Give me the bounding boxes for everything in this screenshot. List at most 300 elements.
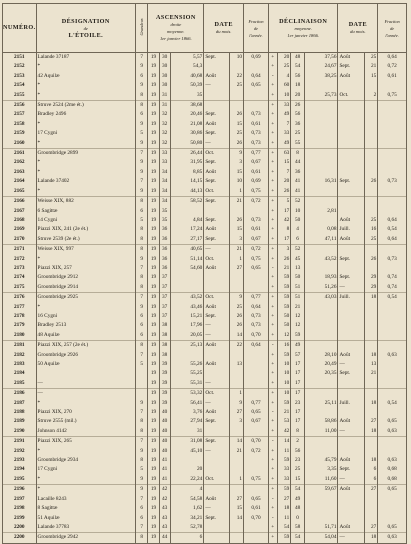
dec-degrees: 53 — [277, 417, 291, 426]
ra-day — [230, 427, 244, 437]
dec-month — [338, 245, 364, 255]
ra-hours: 19 — [148, 235, 159, 245]
dec-fraction: 0,63 — [378, 427, 407, 437]
star-magnitude: 7 — [135, 523, 147, 533]
dec-sign: + — [268, 62, 277, 71]
dec-degrees: 11 — [277, 514, 291, 523]
star-name: 17 Cygni — [36, 465, 135, 474]
ra-hours: 19 — [148, 303, 159, 312]
dec-fraction: 0,65 — [378, 523, 407, 533]
header-grandeur — [135, 4, 147, 53]
ra-minutes: 43 — [159, 523, 170, 533]
dec-fraction — [378, 149, 407, 159]
table-row — [3, 110, 407, 119]
ra-fraction: 0,70 — [244, 514, 269, 523]
row-number: 2173 — [3, 264, 37, 273]
dec-degrees: 59 — [277, 293, 291, 303]
ra-fraction: 0,70 — [244, 437, 269, 447]
ra-seconds: 4 — [170, 485, 204, 495]
ra-hours: 19 — [148, 110, 159, 119]
ra-month: — — [204, 399, 230, 408]
dec-day: 27 — [364, 523, 378, 533]
ra-minutes: 37 — [159, 312, 170, 321]
ra-hours: 19 — [148, 437, 159, 447]
dec-minutes: 55 — [291, 139, 305, 149]
dec-sign: + — [268, 331, 277, 341]
ra-month: Sept. — [204, 417, 230, 426]
ra-month: Août — [204, 360, 230, 369]
ra-month: — — [204, 379, 230, 389]
dec-fraction: 0,73 — [378, 177, 407, 186]
ra-minutes: 42 — [159, 485, 170, 495]
ra-fraction — [244, 369, 269, 378]
table-row — [3, 207, 407, 216]
ra-seconds: 8,85 — [170, 168, 204, 177]
dec-day: 25 — [364, 235, 378, 245]
dec-month — [338, 331, 364, 341]
star-magnitude: 9 — [135, 168, 147, 177]
dec-degrees: 26 — [277, 255, 291, 264]
ra-minutes: 44 — [159, 533, 170, 543]
ra-fraction: 0,77 — [244, 293, 269, 303]
ra-day — [230, 523, 244, 533]
dec-sign: + — [268, 389, 277, 399]
ra-month: Sept. — [204, 312, 230, 321]
ra-hours: 19 — [148, 408, 159, 417]
header-date — [204, 4, 244, 53]
dec-degrees: 27 — [277, 495, 291, 504]
ra-seconds: 52,78 — [170, 523, 204, 533]
dec-month: Juill. — [338, 293, 364, 303]
dec-seconds: 3,35 — [304, 465, 338, 474]
star-name: 17 Cygni — [36, 129, 135, 138]
ra-minutes: 30 — [159, 62, 170, 71]
dec-seconds: 11,60 — [304, 475, 338, 485]
dec-seconds — [304, 331, 338, 341]
dec-fraction — [378, 514, 407, 523]
dec-fraction — [378, 369, 407, 378]
dec-month — [338, 101, 364, 111]
ra-seconds: 5,57 — [170, 53, 204, 63]
dec-seconds — [304, 158, 338, 167]
dec-degrees: 4 — [277, 72, 291, 81]
dec-seconds: 43,03 — [304, 293, 338, 303]
dec-fraction — [378, 321, 407, 330]
dec-month: Sept. — [338, 177, 364, 186]
dec-minutes: 25 — [291, 129, 305, 138]
dec-seconds — [304, 321, 338, 330]
dec-degrees: 59 — [277, 533, 291, 543]
ra-seconds: 25,13 — [170, 341, 204, 351]
dec-minutes: 17 — [291, 389, 305, 399]
star-name: Piazzi XIX, 257 (2e ét.) — [36, 341, 135, 351]
dec-sign: + — [268, 417, 277, 426]
ra-minutes: 38 — [159, 351, 170, 360]
row-number: 2189 — [3, 417, 37, 426]
star-name: * — [36, 139, 135, 149]
dec-seconds — [304, 437, 338, 447]
ra-hours: 19 — [148, 360, 159, 369]
ra-month: Août — [204, 408, 230, 417]
ra-fraction: 0,77 — [244, 399, 269, 408]
ra-fraction — [244, 91, 269, 101]
row-number: 2169 — [3, 225, 37, 234]
dec-degrees: 42 — [277, 427, 291, 437]
ra-seconds — [170, 283, 204, 293]
dec-month — [338, 197, 364, 207]
dec-seconds: 43,52 — [304, 255, 338, 264]
ra-fraction: 0,73 — [244, 312, 269, 321]
row-number: 2182 — [3, 351, 37, 360]
header-date-label: DATE — [214, 21, 233, 28]
dec-seconds — [304, 149, 338, 159]
ra-seconds: 21,08 — [170, 120, 204, 129]
ra-seconds: 44,13 — [170, 187, 204, 197]
table-row — [3, 523, 407, 533]
dec-seconds — [304, 379, 338, 389]
dec-minutes: 51 — [291, 283, 305, 293]
dec-seconds — [304, 504, 338, 513]
row-number: 2167 — [3, 207, 37, 216]
ra-month — [204, 283, 230, 293]
star-name: Weisse XIX, 882 — [36, 197, 135, 207]
dec-month: Août — [338, 53, 364, 63]
table-row — [3, 379, 407, 389]
row-number: 2176 — [3, 293, 37, 303]
dec-day: 26 — [364, 255, 378, 264]
dec-seconds: 58,86 — [304, 417, 338, 426]
dec-degrees: 33 — [277, 129, 291, 138]
dec-degrees: 26 — [277, 187, 291, 197]
dec-month: Août — [338, 72, 364, 81]
dec-degrees: 3 — [277, 245, 291, 255]
dec-minutes: 54 — [291, 485, 305, 495]
ra-day: 14 — [230, 514, 244, 523]
ra-minutes: 37 — [159, 283, 170, 293]
dec-day — [364, 408, 378, 417]
ra-minutes: 34 — [159, 168, 170, 177]
dec-day: 15 — [364, 72, 378, 81]
table-row — [3, 408, 407, 417]
ra-fraction: 0,70 — [244, 331, 269, 341]
dec-seconds — [304, 129, 338, 138]
ra-fraction: 0,65 — [244, 495, 269, 504]
ra-seconds: 4,84 — [170, 216, 204, 225]
star-magnitude: 6 — [135, 207, 147, 216]
ra-seconds — [170, 273, 204, 282]
ra-day: 15 — [230, 120, 244, 129]
dec-minutes: 50 — [291, 216, 305, 225]
dec-sign: + — [268, 283, 277, 293]
dec-month — [338, 264, 364, 273]
table-row — [3, 129, 407, 138]
ra-day: 27 — [230, 408, 244, 417]
row-number: 2188 — [3, 408, 37, 417]
dec-minutes: 13 — [291, 264, 305, 273]
dec-fraction: 0,64 — [378, 53, 407, 63]
table-row — [3, 331, 407, 341]
dec-minutes: 8 — [291, 149, 305, 159]
dec-day — [364, 389, 378, 399]
ra-hours: 19 — [148, 351, 159, 360]
dec-day — [364, 437, 378, 447]
dec-fraction — [378, 129, 407, 138]
dec-seconds — [304, 168, 338, 177]
dec-degrees: 5 — [277, 197, 291, 207]
table-row — [3, 255, 407, 264]
dec-minutes: 8 — [291, 427, 305, 437]
ra-day: 26 — [230, 312, 244, 321]
ra-minutes: 39 — [159, 389, 170, 399]
ra-hours: 19 — [148, 120, 159, 129]
ra-month: Sept. — [204, 216, 230, 225]
dec-seconds: 0,08 — [304, 225, 338, 234]
row-number: 2194 — [3, 465, 37, 474]
ra-seconds: 34,21 — [170, 514, 204, 523]
dec-seconds — [304, 197, 338, 207]
ra-seconds: 55,26 — [170, 360, 204, 369]
star-name: Struve 2555 (mil.) — [36, 417, 135, 426]
dec-month — [338, 389, 364, 399]
dec-seconds: 51,71 — [304, 523, 338, 533]
ra-minutes: 40 — [159, 417, 170, 426]
ra-month — [204, 207, 230, 216]
star-name: 50 Aquilæ — [36, 360, 135, 369]
ra-day: 9 — [230, 149, 244, 159]
ra-minutes: 36 — [159, 264, 170, 273]
table-row — [3, 504, 407, 513]
dec-month — [338, 187, 364, 197]
dec-month: Août — [338, 417, 364, 426]
row-number: 2196 — [3, 485, 37, 495]
star-magnitude: 6 — [135, 514, 147, 523]
ra-month — [204, 273, 230, 282]
row-number: 2174 — [3, 273, 37, 282]
ra-month: Août — [204, 303, 230, 312]
dec-month: Oct. — [338, 91, 364, 101]
table-row — [3, 303, 407, 312]
ra-seconds — [170, 207, 204, 216]
dec-sign: + — [268, 245, 277, 255]
ra-fraction — [244, 273, 269, 282]
table-row — [3, 293, 407, 303]
table-row — [3, 351, 407, 360]
header-declinaison-sub2: 1er janvier 1866. — [287, 32, 320, 38]
dec-sign: + — [268, 456, 277, 465]
dec-degrees: 59 — [277, 273, 291, 282]
ra-fraction: 0,72 — [244, 447, 269, 456]
star-name: 6 Sagittæ — [36, 207, 135, 216]
dec-minutes: 25 — [291, 465, 305, 474]
dec-month: Août — [338, 216, 364, 225]
header-designation-sub: de — [83, 25, 88, 31]
ra-day: 1 — [230, 255, 244, 264]
ra-hours: 19 — [148, 389, 159, 399]
ra-minutes: 43 — [159, 514, 170, 523]
dec-minutes: 17 — [291, 417, 305, 426]
dec-sign: + — [268, 321, 277, 330]
dec-day — [364, 312, 378, 321]
dec-sign: - — [268, 408, 277, 417]
star-name: * — [36, 255, 135, 264]
ra-hours: 19 — [148, 523, 159, 533]
dec-degrees: 33 — [277, 101, 291, 111]
dec-degrees: 12 — [277, 331, 291, 341]
dec-degrees: 11 — [277, 447, 291, 456]
ra-fraction — [244, 485, 269, 495]
row-number: 2200 — [3, 523, 37, 533]
ra-month — [204, 427, 230, 437]
dec-month: Sept. — [338, 465, 364, 474]
ra-month: Sept. — [204, 197, 230, 207]
dec-minutes: 36 — [291, 168, 305, 177]
dec-minutes: 52 — [291, 197, 305, 207]
table-row — [3, 283, 407, 293]
row-number: 2181 — [3, 341, 37, 351]
ra-fraction: 0,65 — [244, 408, 269, 417]
ra-day: 15 — [230, 168, 244, 177]
dec-day: 25 — [364, 53, 378, 63]
ra-day: 14 — [230, 331, 244, 341]
ra-hours: 19 — [148, 149, 159, 159]
table-row — [3, 149, 407, 159]
ra-fraction: 0,75 — [244, 475, 269, 485]
ra-hours: 19 — [148, 427, 159, 437]
ra-fraction — [244, 360, 269, 369]
dec-sign: + — [268, 187, 277, 197]
dec-degrees: 14 — [277, 437, 291, 447]
dec-month — [338, 110, 364, 119]
star-magnitude: 5 — [135, 129, 147, 138]
star-name: Weisse XIX, 997 — [36, 245, 135, 255]
ra-month — [204, 101, 230, 111]
table-row — [3, 465, 407, 474]
dec-month — [338, 312, 364, 321]
star-name: Lalande 37783 — [36, 523, 135, 533]
ra-day — [230, 207, 244, 216]
dec-minutes: 20 — [291, 91, 305, 101]
dec-seconds — [304, 408, 338, 417]
ra-hours: 19 — [148, 485, 159, 495]
dec-month — [338, 408, 364, 417]
ra-day: 25 — [230, 303, 244, 312]
dec-fraction — [378, 81, 407, 90]
ra-day: 26 — [230, 139, 244, 149]
ra-hours: 19 — [148, 495, 159, 504]
dec-day: 16 — [364, 225, 378, 234]
ra-minutes: 39 — [159, 379, 170, 389]
ra-seconds: 30,86 — [170, 129, 204, 138]
ra-minutes: 30 — [159, 81, 170, 90]
ra-fraction: 0,73 — [244, 129, 269, 138]
dec-sign: + — [268, 399, 277, 408]
ra-hours: 19 — [148, 207, 159, 216]
dec-minutes: 50 — [291, 273, 305, 282]
star-magnitude: 6 — [135, 72, 147, 81]
table-row — [3, 389, 407, 399]
star-magnitude: 9 — [135, 485, 147, 495]
table-row — [3, 273, 407, 282]
dec-minutes: 21 — [291, 303, 305, 312]
dec-minutes: 4 — [291, 225, 305, 234]
ra-day — [230, 485, 244, 495]
ra-day — [230, 283, 244, 293]
dec-degrees: 17 — [277, 235, 291, 245]
ra-minutes: 40 — [159, 437, 170, 447]
star-name: Piazzi XIX, 257 — [36, 264, 135, 273]
row-number: 2170 — [3, 235, 37, 245]
header-date-sub: du mois. — [215, 29, 232, 34]
star-name: Groombridge 2899 — [36, 149, 135, 159]
dec-seconds: 47,11 — [304, 235, 338, 245]
dec-month: Sept. — [338, 62, 364, 71]
ra-fraction: 0,64 — [244, 341, 269, 351]
ra-month: Sept. — [204, 235, 230, 245]
ra-day: 13 — [230, 360, 244, 369]
ra-day: 3 — [230, 417, 244, 426]
star-magnitude: 8 — [135, 273, 147, 282]
ra-minutes: 37 — [159, 273, 170, 282]
dec-degrees: 21 — [277, 408, 291, 417]
dec-minutes: 36 — [291, 120, 305, 129]
row-number: 2187 — [3, 399, 37, 408]
table-row — [3, 101, 407, 111]
table-row — [3, 168, 407, 177]
header-fraction2-sub2: l'année. — [385, 32, 399, 38]
star-magnitude: 9 — [135, 81, 147, 90]
dec-seconds: 25,11 — [304, 399, 338, 408]
star-magnitude — [135, 369, 147, 378]
table-row — [3, 158, 407, 167]
dec-day — [364, 197, 378, 207]
ra-hours: 19 — [148, 264, 159, 273]
ra-fraction: 0,61 — [244, 120, 269, 129]
dec-degrees: 10 — [277, 91, 291, 101]
star-magnitude: 8 — [135, 235, 147, 245]
ra-month: Oct. — [204, 149, 230, 159]
star-name: Piazzi XIX, 241 (2e ét.) — [36, 225, 135, 234]
dec-month: — — [338, 475, 364, 485]
ra-month: Oct. — [204, 475, 230, 485]
dec-sign: + — [268, 255, 277, 264]
ra-month: — — [204, 81, 230, 90]
ra-month: Oct. — [204, 389, 230, 399]
table-row — [3, 456, 407, 465]
table-row — [3, 235, 407, 245]
ra-fraction: 0,64 — [244, 303, 269, 312]
dec-seconds: 16,31 — [304, 177, 338, 186]
star-name: Groombridge 2914 — [36, 283, 135, 293]
dec-sign: + — [268, 303, 277, 312]
dec-degrees: 8 — [277, 225, 291, 234]
dec-day: 6 — [364, 475, 378, 485]
table-row — [3, 245, 407, 255]
ra-minutes: 43 — [159, 504, 170, 513]
ra-hours: 19 — [148, 158, 159, 167]
ra-minutes: 36 — [159, 245, 170, 255]
star-magnitude: 6 — [135, 312, 147, 321]
star-magnitude: 9 — [135, 120, 147, 129]
ra-seconds: 6 — [170, 533, 204, 543]
header-date2-sub: du mois. — [350, 29, 366, 34]
ra-fraction: 0,61 — [244, 168, 269, 177]
ra-hours: 19 — [148, 255, 159, 264]
ra-minutes: 39 — [159, 399, 170, 408]
dec-seconds — [304, 81, 338, 90]
dec-sign: - — [268, 341, 277, 351]
dec-seconds — [304, 341, 338, 351]
dec-minutes: 41 — [291, 177, 305, 186]
